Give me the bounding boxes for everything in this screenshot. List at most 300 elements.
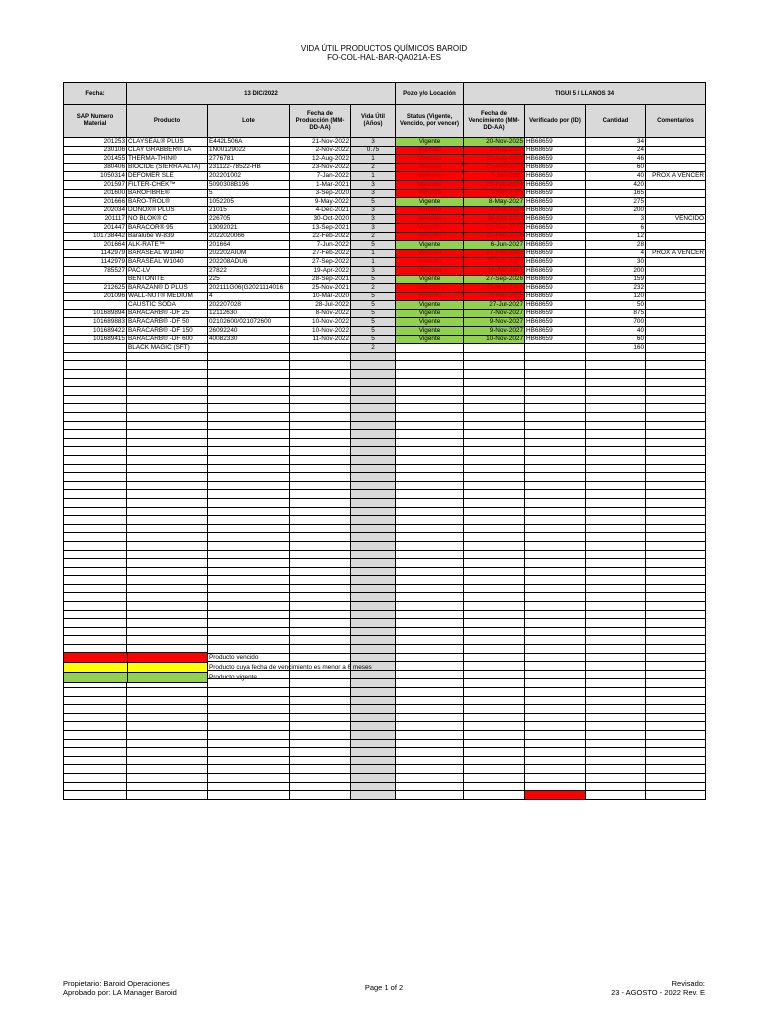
empty-cell[interactable]	[464, 645, 525, 654]
empty-cell[interactable]	[64, 413, 127, 422]
empty-cell[interactable]	[586, 413, 646, 422]
empty-cell[interactable]	[646, 679, 706, 688]
empty-cell[interactable]	[525, 722, 586, 731]
empty-cell[interactable]	[127, 395, 208, 404]
empty-cell[interactable]	[525, 627, 586, 636]
empty-cell[interactable]	[351, 739, 396, 748]
empty-cell[interactable]	[464, 739, 525, 748]
empty-cell[interactable]	[396, 722, 464, 731]
empty-cell[interactable]	[525, 705, 586, 714]
empty-cell[interactable]	[351, 370, 396, 379]
empty-cell[interactable]	[396, 636, 464, 645]
cell-lote[interactable]: 13092021	[208, 223, 290, 232]
empty-cell[interactable]	[464, 705, 525, 714]
cell-cantidad[interactable]: 28	[586, 241, 646, 250]
cell-vida-util[interactable]: 5	[351, 198, 396, 207]
cell-fecha-vencimiento[interactable]: 6-Jun-2027	[464, 241, 525, 250]
well-value[interactable]: TIGUI 5 / LLANOS 34	[464, 83, 706, 105]
cell-cantidad[interactable]: 200	[586, 206, 646, 215]
cell-sap[interactable]: 101689415	[64, 335, 127, 344]
cell-comentarios[interactable]	[646, 163, 706, 172]
empty-cell[interactable]	[586, 602, 646, 611]
empty-cell[interactable]	[525, 645, 586, 654]
empty-cell[interactable]	[464, 550, 525, 559]
empty-cell[interactable]	[646, 696, 706, 705]
empty-cell[interactable]	[525, 395, 586, 404]
empty-cell[interactable]	[351, 507, 396, 516]
cell-fecha-vencimiento[interactable]: 7-Jan-2023	[464, 172, 525, 181]
empty-cell[interactable]	[127, 481, 208, 490]
empty-cell[interactable]	[64, 756, 127, 765]
empty-cell[interactable]	[290, 447, 351, 456]
cell-fecha-vencimiento[interactable]: 27-Sep-2026	[464, 275, 525, 284]
empty-cell[interactable]	[646, 361, 706, 370]
empty-cell[interactable]	[290, 464, 351, 473]
cell-fecha-produccion[interactable]	[290, 344, 351, 353]
empty-cell[interactable]	[208, 765, 290, 774]
empty-cell[interactable]	[290, 438, 351, 447]
empty-cell[interactable]	[396, 653, 464, 662]
empty-cell[interactable]	[290, 481, 351, 490]
cell-status[interactable]: Vigente	[396, 335, 464, 344]
empty-cell[interactable]	[646, 370, 706, 379]
cell-comentarios[interactable]	[646, 266, 706, 275]
empty-cell[interactable]	[64, 765, 127, 774]
cell-fecha-produccion[interactable]: 11-Nov-2022	[290, 335, 351, 344]
cell-fecha-vencimiento[interactable]: 12-Sep-2024	[464, 223, 525, 232]
cell-cantidad[interactable]: 165	[586, 189, 646, 198]
empty-cell[interactable]	[64, 748, 127, 757]
cell-sap[interactable]: 101689894	[64, 309, 127, 318]
empty-cell[interactable]	[290, 352, 351, 361]
cell-lote[interactable]: 2022020066	[208, 232, 290, 241]
cell-verificado[interactable]: HB68659	[525, 249, 586, 258]
empty-cell[interactable]	[127, 421, 208, 430]
cell-sap[interactable]: 1142979	[64, 249, 127, 258]
cell-producto[interactable]: FILTER-CHEK™	[127, 180, 208, 189]
empty-cell[interactable]	[208, 421, 290, 430]
empty-cell[interactable]	[646, 722, 706, 731]
cell-sap[interactable]: 201096	[64, 292, 127, 301]
cell-vida-util[interactable]: 5	[351, 241, 396, 250]
empty-cell[interactable]	[64, 567, 127, 576]
empty-cell[interactable]	[646, 730, 706, 739]
empty-cell[interactable]	[351, 490, 396, 499]
empty-cell[interactable]	[464, 541, 525, 550]
empty-cell[interactable]	[208, 524, 290, 533]
empty-cell[interactable]	[646, 576, 706, 585]
empty-cell[interactable]	[464, 602, 525, 611]
empty-cell[interactable]	[525, 533, 586, 542]
cell-sap[interactable]: 201600	[64, 189, 127, 198]
empty-cell[interactable]	[127, 593, 208, 602]
empty-cell[interactable]	[396, 705, 464, 714]
empty-cell[interactable]	[646, 765, 706, 774]
empty-cell[interactable]	[396, 576, 464, 585]
cell-vida-util[interactable]: 0.75	[351, 146, 396, 155]
cell-vida-util[interactable]: 3	[351, 180, 396, 189]
cell-producto[interactable]: BARACARB® -DF 50	[127, 318, 208, 327]
empty-cell[interactable]	[351, 567, 396, 576]
empty-cell[interactable]	[646, 705, 706, 714]
empty-cell[interactable]	[208, 498, 290, 507]
empty-cell[interactable]	[396, 791, 464, 800]
empty-cell[interactable]	[646, 653, 706, 662]
empty-cell[interactable]	[127, 619, 208, 628]
empty-cell[interactable]	[464, 653, 525, 662]
empty-cell[interactable]	[586, 584, 646, 593]
cell-status[interactable]: Vigente	[396, 318, 464, 327]
empty-cell[interactable]	[290, 636, 351, 645]
empty-cell[interactable]	[64, 705, 127, 714]
empty-cell[interactable]	[464, 636, 525, 645]
empty-cell[interactable]	[525, 662, 586, 671]
empty-cell[interactable]	[525, 387, 586, 396]
empty-cell[interactable]	[290, 421, 351, 430]
empty-cell[interactable]	[464, 481, 525, 490]
cell-comentarios[interactable]	[646, 258, 706, 267]
empty-cell[interactable]	[396, 730, 464, 739]
empty-cell[interactable]	[351, 773, 396, 782]
cell-lote[interactable]: 231122-78522-HB	[208, 163, 290, 172]
empty-cell[interactable]	[646, 524, 706, 533]
empty-cell[interactable]	[464, 627, 525, 636]
empty-cell[interactable]	[525, 361, 586, 370]
cell-fecha-produccion[interactable]: 4-Dec-2021	[290, 206, 351, 215]
cell-verificado[interactable]: HB68659	[525, 241, 586, 250]
cell-lote[interactable]: E442L506A	[208, 138, 290, 147]
empty-cell[interactable]	[464, 464, 525, 473]
empty-cell[interactable]	[351, 722, 396, 731]
empty-cell[interactable]	[646, 739, 706, 748]
empty-cell[interactable]	[525, 421, 586, 430]
empty-cell[interactable]	[464, 413, 525, 422]
empty-cell[interactable]	[464, 748, 525, 757]
empty-cell[interactable]	[64, 533, 127, 542]
empty-cell[interactable]	[464, 576, 525, 585]
empty-cell[interactable]	[586, 636, 646, 645]
empty-cell[interactable]	[646, 559, 706, 568]
cell-vida-util[interactable]: 2	[351, 163, 396, 172]
empty-cell[interactable]	[646, 584, 706, 593]
empty-cell[interactable]	[208, 516, 290, 525]
empty-cell[interactable]	[396, 773, 464, 782]
cell-sap[interactable]	[64, 275, 127, 284]
empty-cell[interactable]	[396, 696, 464, 705]
empty-cell[interactable]	[351, 473, 396, 482]
cell-fecha-vencimiento[interactable]: 3-Sep-2023	[464, 189, 525, 198]
empty-cell[interactable]	[464, 696, 525, 705]
empty-cell[interactable]	[464, 619, 525, 628]
empty-cell[interactable]	[464, 610, 525, 619]
empty-cell[interactable]	[525, 773, 586, 782]
empty-cell[interactable]	[396, 756, 464, 765]
empty-cell[interactable]	[290, 696, 351, 705]
empty-cell[interactable]	[396, 782, 464, 791]
empty-cell[interactable]	[64, 507, 127, 516]
empty-cell[interactable]	[64, 541, 127, 550]
cell-verificado[interactable]: HB68659	[525, 266, 586, 275]
cell-verificado[interactable]: HB68659	[525, 172, 586, 181]
empty-cell[interactable]	[351, 593, 396, 602]
cell-status[interactable]: Vencido	[396, 284, 464, 293]
empty-cell[interactable]	[396, 688, 464, 697]
cell-comentarios[interactable]	[646, 206, 706, 215]
empty-cell[interactable]	[127, 361, 208, 370]
empty-cell[interactable]	[464, 722, 525, 731]
cell-cantidad[interactable]: 875	[586, 309, 646, 318]
empty-cell[interactable]	[127, 584, 208, 593]
cell-status[interactable]: Vencido	[396, 172, 464, 181]
empty-cell[interactable]	[586, 756, 646, 765]
empty-cell[interactable]	[290, 524, 351, 533]
cell-lote[interactable]: 02102600/021072600	[208, 318, 290, 327]
empty-cell[interactable]	[586, 653, 646, 662]
empty-cell[interactable]	[208, 464, 290, 473]
empty-cell[interactable]	[464, 378, 525, 387]
cell-comentarios[interactable]	[646, 327, 706, 336]
cell-vida-util[interactable]: 3	[351, 266, 396, 275]
empty-cell[interactable]	[396, 610, 464, 619]
empty-cell[interactable]	[127, 464, 208, 473]
empty-cell[interactable]	[127, 791, 208, 800]
empty-cell[interactable]	[208, 688, 290, 697]
cell-fecha-produccion[interactable]: 21-Nov-2022	[290, 138, 351, 147]
empty-cell[interactable]	[208, 567, 290, 576]
empty-cell[interactable]	[646, 713, 706, 722]
empty-cell[interactable]	[646, 541, 706, 550]
empty-cell[interactable]	[646, 748, 706, 757]
empty-cell[interactable]	[64, 464, 127, 473]
empty-cell[interactable]	[64, 430, 127, 439]
cell-fecha-vencimiento[interactable]: 9-Nov-2027	[464, 318, 525, 327]
empty-cell[interactable]	[351, 352, 396, 361]
cell-comentarios[interactable]: PROX A VENCER	[646, 249, 706, 258]
empty-cell[interactable]	[351, 430, 396, 439]
cell-lote[interactable]: 2776781	[208, 155, 290, 164]
cell-sap[interactable]: 101738442	[64, 232, 127, 241]
empty-cell[interactable]	[525, 447, 586, 456]
cell-fecha-produccion[interactable]: 2-Nov-2022	[290, 146, 351, 155]
empty-cell[interactable]	[525, 670, 586, 679]
empty-cell[interactable]	[646, 516, 706, 525]
empty-cell[interactable]	[64, 593, 127, 602]
cell-fecha-vencimiento[interactable]: 18-Apr-2025	[464, 266, 525, 275]
cell-comentarios[interactable]	[646, 232, 706, 241]
empty-cell[interactable]	[525, 404, 586, 413]
empty-cell[interactable]	[396, 541, 464, 550]
empty-cell[interactable]	[290, 627, 351, 636]
cell-sap[interactable]: 201455	[64, 155, 127, 164]
cell-comentarios[interactable]: PROX A VENCER	[646, 172, 706, 181]
cell-vida-util[interactable]: 1	[351, 172, 396, 181]
cell-fecha-vencimiento[interactable]: 20-Nov-2025	[464, 138, 525, 147]
empty-cell[interactable]	[525, 413, 586, 422]
empty-cell[interactable]	[351, 421, 396, 430]
empty-cell[interactable]	[351, 748, 396, 757]
empty-cell[interactable]	[351, 516, 396, 525]
cell-fecha-vencimiento[interactable]: 9-Nov-2027	[464, 327, 525, 336]
empty-cell[interactable]	[351, 705, 396, 714]
empty-cell[interactable]	[64, 550, 127, 559]
empty-cell[interactable]	[351, 498, 396, 507]
cell-fecha-vencimiento[interactable]: 2-Aug-2023	[464, 146, 525, 155]
empty-cell[interactable]	[351, 636, 396, 645]
cell-verificado[interactable]: HB68659	[525, 198, 586, 207]
empty-cell[interactable]	[208, 739, 290, 748]
empty-cell[interactable]	[525, 370, 586, 379]
empty-cell[interactable]	[646, 662, 706, 671]
cell-status[interactable]: Vigente	[396, 241, 464, 250]
cell-lote[interactable]: 4	[208, 292, 290, 301]
cell-fecha-produccion[interactable]: 9-May-2022	[290, 198, 351, 207]
empty-cell[interactable]	[127, 550, 208, 559]
cell-vida-util[interactable]: 2	[351, 232, 396, 241]
cell-status[interactable]: Vencido	[396, 155, 464, 164]
cell-vida-util[interactable]: 3	[351, 206, 396, 215]
empty-cell[interactable]	[208, 361, 290, 370]
cell-producto[interactable]: CAUSTIC SODA	[127, 301, 208, 310]
cell-comentarios[interactable]	[646, 189, 706, 198]
cell-producto[interactable]: BLACK MAGIC (SFT)	[127, 344, 208, 353]
empty-cell[interactable]	[127, 404, 208, 413]
empty-cell[interactable]	[64, 404, 127, 413]
empty-cell[interactable]	[464, 352, 525, 361]
empty-cell[interactable]	[208, 584, 290, 593]
cell-fecha-produccion[interactable]: 12-Aug-2022	[290, 155, 351, 164]
empty-cell[interactable]	[127, 473, 208, 482]
empty-cell[interactable]	[290, 705, 351, 714]
empty-cell[interactable]	[208, 756, 290, 765]
cell-verificado[interactable]: HB68659	[525, 292, 586, 301]
cell-fecha-vencimiento[interactable]: 30-Oct-2023	[464, 215, 525, 224]
empty-cell[interactable]	[586, 447, 646, 456]
cell-vida-util[interactable]: 5	[351, 301, 396, 310]
cell-verificado[interactable]: HB68659	[525, 189, 586, 198]
empty-cell[interactable]	[396, 430, 464, 439]
empty-cell[interactable]	[127, 576, 208, 585]
empty-cell[interactable]	[64, 610, 127, 619]
empty-cell[interactable]	[396, 765, 464, 774]
empty-cell[interactable]	[127, 567, 208, 576]
empty-cell[interactable]	[64, 524, 127, 533]
empty-cell[interactable]	[290, 748, 351, 757]
empty-cell[interactable]	[646, 773, 706, 782]
empty-cell[interactable]	[464, 395, 525, 404]
empty-cell[interactable]	[64, 576, 127, 585]
cell-producto[interactable]: BARASEAL W1040	[127, 258, 208, 267]
empty-cell[interactable]	[290, 361, 351, 370]
empty-cell[interactable]	[64, 498, 127, 507]
empty-cell[interactable]	[586, 696, 646, 705]
empty-cell[interactable]	[396, 447, 464, 456]
empty-cell[interactable]	[351, 782, 396, 791]
empty-cell[interactable]	[586, 430, 646, 439]
empty-cell[interactable]	[464, 662, 525, 671]
empty-cell[interactable]	[464, 455, 525, 464]
empty-cell[interactable]	[396, 533, 464, 542]
empty-cell[interactable]	[464, 447, 525, 456]
empty-cell[interactable]	[208, 370, 290, 379]
empty-cell[interactable]	[464, 421, 525, 430]
empty-cell[interactable]	[127, 370, 208, 379]
cell-lote[interactable]: 226705	[208, 215, 290, 224]
empty-cell[interactable]	[464, 756, 525, 765]
empty-cell[interactable]	[525, 730, 586, 739]
empty-cell[interactable]	[351, 765, 396, 774]
empty-cell[interactable]	[464, 559, 525, 568]
cell-fecha-produccion[interactable]: 25-Nov-2021	[290, 284, 351, 293]
empty-cell[interactable]	[396, 395, 464, 404]
empty-cell[interactable]	[586, 782, 646, 791]
empty-cell[interactable]	[290, 559, 351, 568]
empty-cell[interactable]	[525, 524, 586, 533]
empty-cell[interactable]	[646, 645, 706, 654]
cell-vida-util[interactable]: 1	[351, 249, 396, 258]
cell-status[interactable]: Vigente	[396, 301, 464, 310]
empty-cell[interactable]	[351, 713, 396, 722]
cell-lote[interactable]: 202201002	[208, 172, 290, 181]
empty-cell[interactable]	[586, 688, 646, 697]
empty-cell[interactable]	[127, 430, 208, 439]
cell-comentarios[interactable]	[646, 223, 706, 232]
cell-verificado[interactable]: HB68659	[525, 163, 586, 172]
empty-cell[interactable]	[396, 413, 464, 422]
empty-cell[interactable]	[127, 739, 208, 748]
cell-cantidad[interactable]: 700	[586, 318, 646, 327]
cell-verificado[interactable]: HB68659	[525, 146, 586, 155]
empty-cell[interactable]	[396, 352, 464, 361]
cell-cantidad[interactable]: 420	[586, 180, 646, 189]
cell-status[interactable]: Vencido	[396, 163, 464, 172]
cell-status[interactable]: Vencido	[396, 180, 464, 189]
cell-status[interactable]: Vencido	[396, 206, 464, 215]
empty-cell[interactable]	[208, 576, 290, 585]
empty-cell[interactable]	[464, 404, 525, 413]
empty-cell[interactable]	[646, 421, 706, 430]
empty-cell[interactable]	[525, 679, 586, 688]
cell-sap[interactable]: 785527	[64, 266, 127, 275]
empty-cell[interactable]	[464, 490, 525, 499]
empty-cell[interactable]	[464, 516, 525, 525]
empty-cell[interactable]	[64, 627, 127, 636]
empty-cell[interactable]	[525, 791, 586, 800]
empty-cell[interactable]	[525, 490, 586, 499]
empty-cell[interactable]	[586, 404, 646, 413]
empty-cell[interactable]	[464, 584, 525, 593]
empty-cell[interactable]	[290, 430, 351, 439]
empty-cell[interactable]	[290, 567, 351, 576]
empty-cell[interactable]	[586, 438, 646, 447]
empty-cell[interactable]	[351, 447, 396, 456]
empty-cell[interactable]	[396, 602, 464, 611]
empty-cell[interactable]	[464, 370, 525, 379]
cell-producto[interactable]: BIOCIDE (SIERRA ALTA)	[127, 163, 208, 172]
cell-fecha-vencimiento[interactable]: 7-Nov-2027	[464, 309, 525, 318]
cell-verificado[interactable]	[525, 344, 586, 353]
cell-vida-util[interactable]: 5	[351, 275, 396, 284]
empty-cell[interactable]	[351, 438, 396, 447]
empty-cell[interactable]	[127, 636, 208, 645]
empty-cell[interactable]	[290, 739, 351, 748]
cell-sap[interactable]: 201447	[64, 223, 127, 232]
cell-comentarios[interactable]: VENCIDO	[646, 215, 706, 224]
empty-cell[interactable]	[525, 481, 586, 490]
cell-sap[interactable]: 201597	[64, 180, 127, 189]
empty-cell[interactable]	[351, 361, 396, 370]
cell-verificado[interactable]: HB68659	[525, 232, 586, 241]
empty-cell[interactable]	[64, 438, 127, 447]
